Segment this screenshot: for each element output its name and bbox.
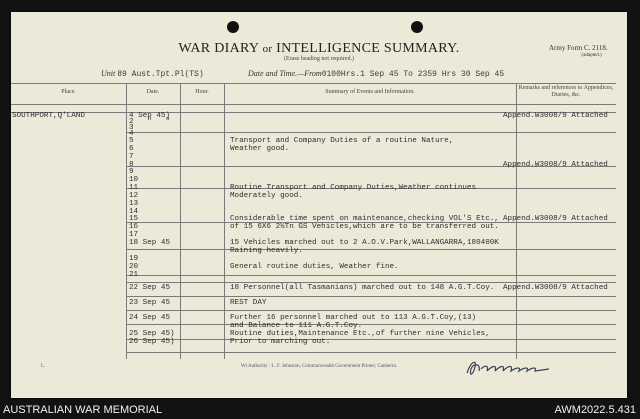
col-header-remarks: Remarks and references to Appendices, Diaries, &c.: [518, 85, 614, 98]
entry-date: 13: [129, 200, 139, 208]
date-time-line: [248, 69, 504, 79]
entry-remarks: Append.W3008/9 Attached: [503, 284, 608, 292]
table-rule: [126, 275, 616, 276]
entry-remarks: Append.W3008/9 Attached: [503, 112, 608, 120]
column-rule: [126, 83, 127, 359]
entry-date: 20: [129, 263, 139, 271]
entry-date: 24 Sep 45: [129, 314, 171, 322]
archive-caption-bar: [0, 400, 640, 419]
entry-date: 8: [129, 161, 134, 169]
archive-caption-left: AUSTRALIAN WAR MEMORIAL: [3, 404, 163, 416]
column-rule: [224, 83, 225, 359]
table-rule: [126, 352, 616, 353]
table-rule: [126, 324, 616, 325]
table-rule: [11, 83, 616, 84]
signature-image: [463, 357, 553, 379]
column-rule: [180, 83, 181, 359]
entry-date: 17: [129, 231, 139, 239]
table-rule: [126, 132, 616, 133]
army-form-label: [549, 44, 608, 60]
entry-date: 4 Sep 45): [129, 112, 171, 120]
adapted-note: (adapted.): [581, 53, 602, 58]
entry-summary: Raining heavily.: [230, 247, 303, 255]
entry-remarks: Append.W3008/9 Attached: [503, 215, 608, 223]
col-header-hour: Hour.: [195, 89, 209, 95]
army-form-number: Army Form C. 2118.: [549, 44, 608, 52]
entry-summary: Prior to marching out.: [230, 338, 331, 346]
entry-date: 12: [129, 192, 139, 200]
table-rule: [126, 339, 616, 340]
punch-hole: [411, 21, 423, 33]
unit-line: [101, 69, 204, 79]
entry-date: 16: [129, 223, 139, 231]
entry-date: 10: [129, 176, 139, 184]
entry-date: 18 Sep 45: [129, 239, 171, 247]
entry-date: 3: [129, 124, 134, 132]
entry-summary: General routine duties, Weather fine.: [230, 263, 399, 271]
printer-footer: Wt Authority : L. F. Johnston, Commonwealth Government Printer, Canberra.: [240, 364, 398, 369]
war-diary-page: [11, 12, 627, 398]
entry-date: 22 Sep 45: [129, 284, 171, 292]
col-header-summary: Summary of Events and Information.: [325, 89, 415, 95]
table-rule: [126, 310, 616, 311]
title-part: WAR DIARY: [178, 41, 259, 56]
entry-date: 4: [129, 130, 134, 138]
col-header-date: Date.: [146, 89, 160, 95]
entry-date: 6: [129, 145, 134, 153]
unit-value: 89 Aust.Tpt.Pl(TS): [117, 70, 204, 79]
title-or: or: [262, 43, 273, 55]
title-part: INTELLIGENCE SUMMARY.: [276, 41, 460, 56]
entry-summary: Routine duties,Maintenance Etc.,of further nine Vehicles,: [230, 330, 490, 338]
entry-summary: of 15 6X6 2½Tn GS Vehicles,which are to be transferred out.: [230, 223, 499, 231]
entry-summary: Routine Transport and Company Duties,Weather continues: [230, 184, 477, 192]
entry-place: SOUTHPORT,Q'LAND: [12, 112, 85, 120]
table-rule: [126, 249, 616, 250]
entry-date: 2 " ": [129, 118, 171, 126]
entry-summary: Transport and Company Duties of a routine Nature,: [230, 137, 454, 145]
entry-summary: Weather good.: [230, 145, 290, 153]
entry-summary: Further 16 personnel marched out to 113 A.G.T.Coy,(13): [230, 314, 477, 322]
entry-remarks: Append.W3008/9 Attached: [503, 161, 608, 169]
date-time-value: 0100Hrs.1 Sep 45 To 2359 Hrs 30 Sep 45: [321, 70, 505, 79]
erase-note: (Erase heading not required.): [284, 56, 354, 62]
entry-summary: 18 Personnel(all Tasmanians) marched out to 148 A.G.T.Coy.: [230, 284, 495, 292]
entry-summary: REST DAY: [230, 299, 267, 307]
entry-date: 15: [129, 215, 139, 223]
entry-date: 11: [129, 184, 139, 192]
entry-date: 9: [129, 168, 134, 176]
punch-hole: [227, 21, 239, 33]
table-rule: [11, 104, 616, 105]
entry-summary: and Balance to 111 A.G.T.Coy.: [230, 322, 363, 330]
col-header-place: Place.: [61, 89, 76, 95]
table-rule: [126, 282, 616, 283]
date-time-label: Date and Time.—From: [248, 69, 322, 78]
entry-date: 14: [129, 208, 139, 216]
entry-date: 25 Sep 45): [129, 330, 175, 338]
entry-date: 5: [129, 137, 134, 145]
entry-date: 26 Sep 45): [129, 338, 175, 346]
entry-summary: 15 Vehicles marched out to 2 A.O.V.Park,WALLANGARRA,180400K: [230, 239, 499, 247]
archive-caption-right: AWM2022.5.431: [554, 404, 636, 416]
document-title: [11, 41, 627, 57]
page-marker: L.: [41, 364, 46, 369]
entry-date: 23 Sep 45: [129, 299, 171, 307]
entry-date: 19: [129, 255, 139, 263]
unit-label: Unit: [101, 69, 116, 78]
entry-date: 7: [129, 153, 134, 161]
entry-summary: Moderately good.: [230, 192, 303, 200]
entry-summary: Considerable time spent on maintenance,checking VOL'S Etc.,: [230, 215, 499, 223]
entry-date: 21: [129, 271, 139, 279]
table-rule: [126, 296, 616, 297]
